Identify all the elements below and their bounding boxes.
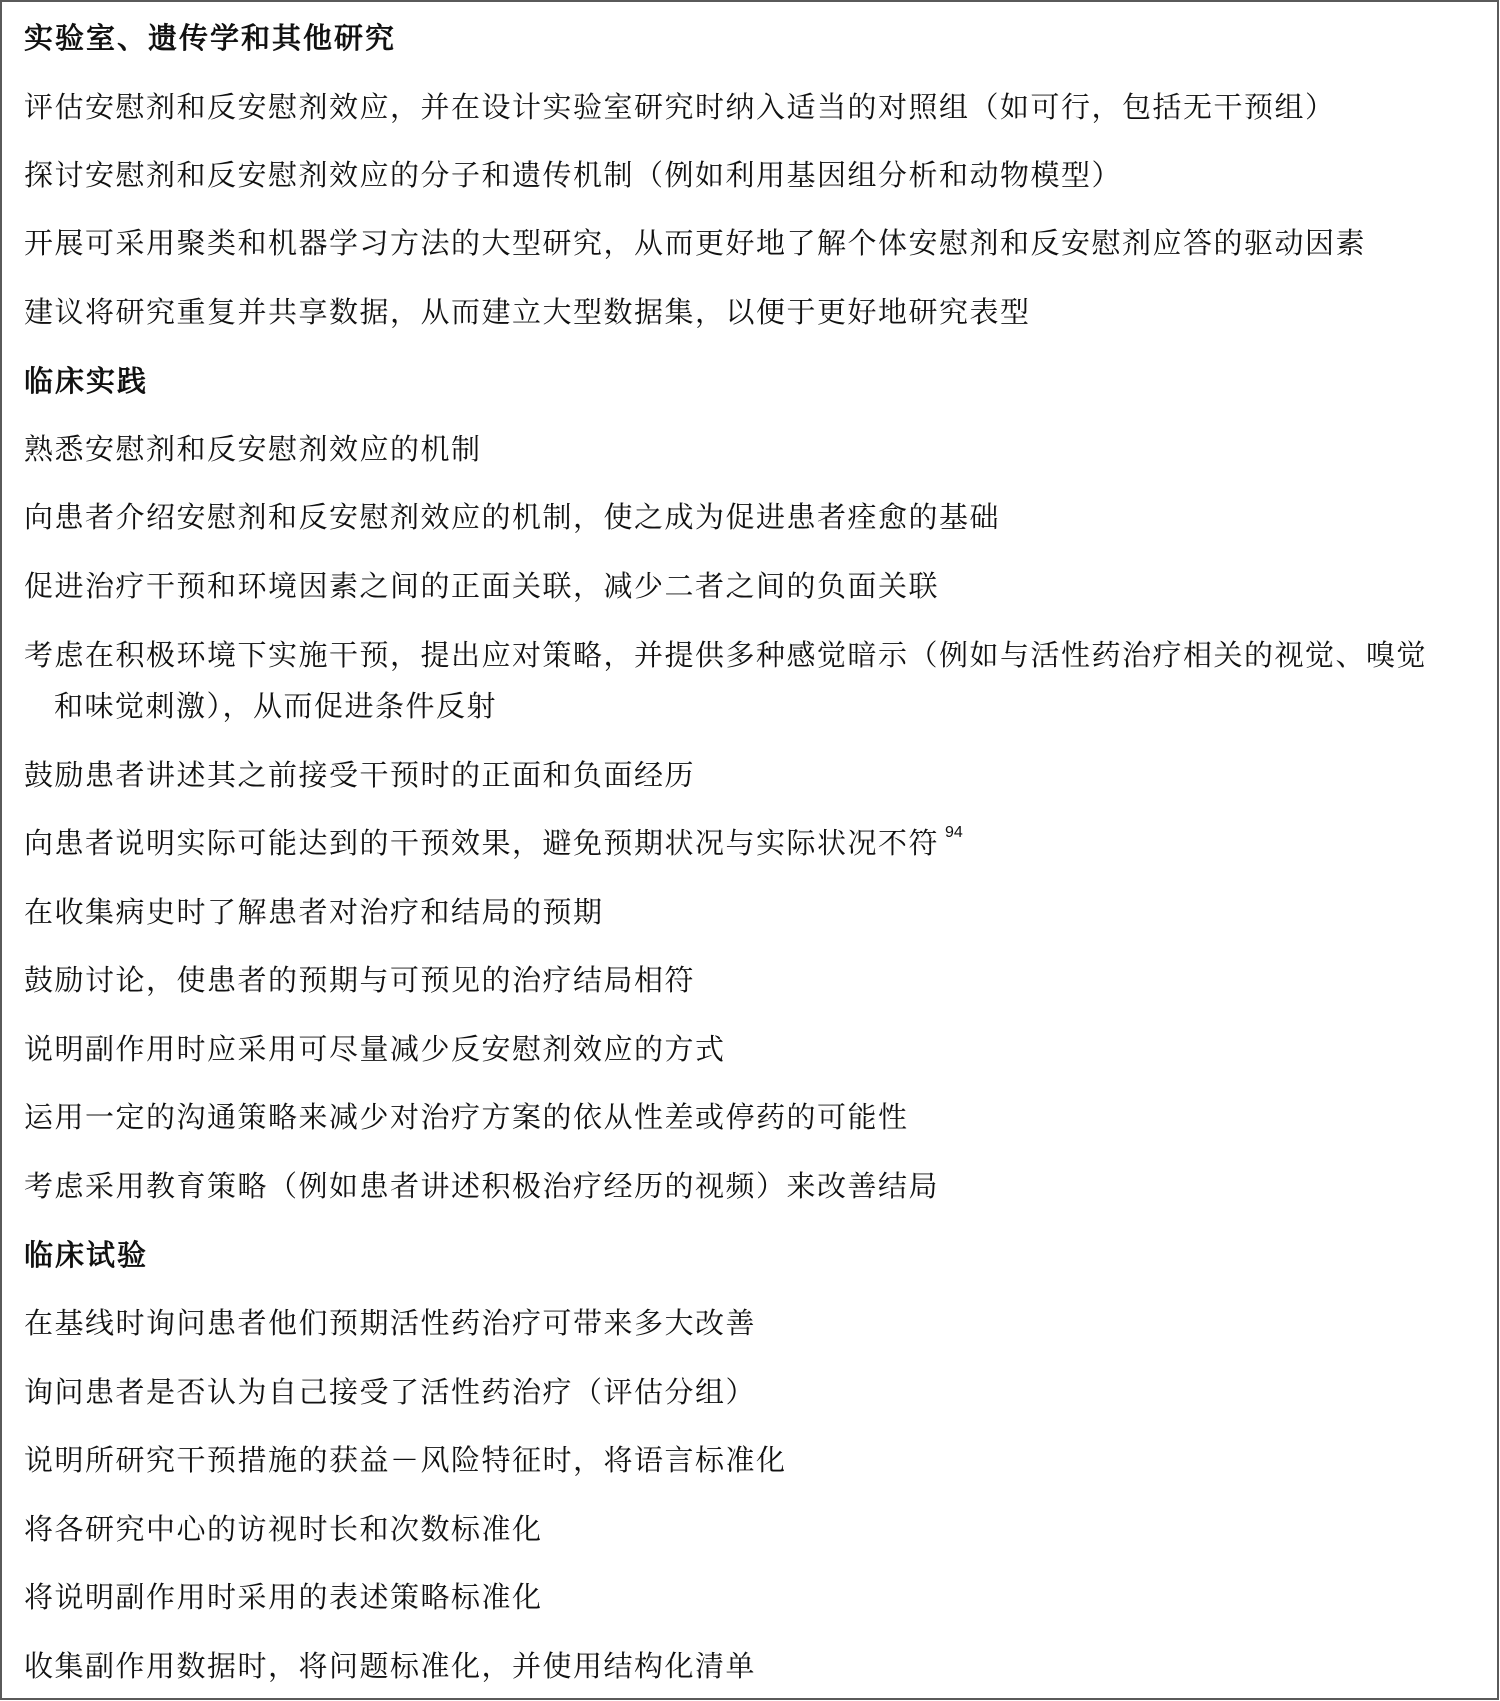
list-item: 鼓励患者讲述其之前接受干预时的正面和负面经历 bbox=[24, 758, 696, 792]
list-item: 向患者介绍安慰剂和反安慰剂效应的机制，使之成为促进患者痊愈的基础 bbox=[24, 500, 1001, 534]
list-item: 熟悉安慰剂和反安慰剂效应的机制 bbox=[24, 432, 482, 466]
list-item: 建议将研究重复并共享数据，从而建立大型数据集，以便于更好地研究表型 bbox=[24, 295, 1031, 329]
list-item: 将各研究中心的访视时长和次数标准化 bbox=[24, 1512, 543, 1546]
list-item-continuation: 和味觉刺激），从而促进条件反射 bbox=[54, 689, 498, 723]
section-heading-clinical-practice: 临床实践 bbox=[24, 364, 149, 398]
list-item: 促进治疗干预和环境因素之间的正面关联，减少二者之间的负面关联 bbox=[24, 569, 940, 603]
list-item: 开展可采用聚类和机器学习方法的大型研究，从而更好地了解个体安慰剂和反安慰剂应答的驱动因素 bbox=[24, 226, 1367, 260]
list-item: 将说明副作用时采用的表述策略标准化 bbox=[24, 1580, 543, 1614]
list-item: 在收集病史时了解患者对治疗和结局的预期 bbox=[24, 895, 604, 929]
list-item: 收集副作用数据时，将问题标准化，并使用结构化清单 bbox=[24, 1649, 757, 1683]
list-item: 鼓励讨论，使患者的预期与可预见的治疗结局相符 bbox=[24, 963, 696, 997]
list-item-text: 向患者说明实际可能达到的干预效果，避免预期状况与实际状况不符 bbox=[24, 826, 940, 860]
list-item: 考虑在积极环境下实施干预，提出应对策略，并提供多种感觉暗示（例如与活性药治疗相关的视觉、嗅觉 bbox=[24, 638, 1428, 672]
list-item: 运用一定的沟通策略来减少对治疗方案的依从性差或停药的可能性 bbox=[24, 1100, 909, 1134]
list-item: 考虑采用教育策略（例如患者讲述积极治疗经历的视频）来改善结局 bbox=[24, 1169, 940, 1203]
list-item: 说明副作用时应采用可尽量减少反安慰剂效应的方式 bbox=[24, 1032, 726, 1066]
list-item bbox=[24, 824, 963, 862]
list-item: 说明所研究干预措施的获益－风险特征时，将语言标准化 bbox=[24, 1443, 787, 1477]
reference-number: 94 bbox=[945, 824, 963, 841]
list-item: 探讨安慰剂和反安慰剂效应的分子和遗传机制（例如利用基因组分析和动物模型） bbox=[24, 158, 1123, 192]
list-item: 询问患者是否认为自己接受了活性药治疗（评估分组） bbox=[24, 1375, 757, 1409]
section-heading-lab: 实验室、遗传学和其他研究 bbox=[24, 21, 397, 55]
list-item: 评估安慰剂和反安慰剂效应，并在设计实验室研究时纳入适当的对照组（如可行，包括无干预组） bbox=[24, 90, 1336, 124]
section-heading-clinical-trials: 临床试验 bbox=[24, 1238, 149, 1272]
list-item: 在基线时询问患者他们预期活性药治疗可带来多大改善 bbox=[24, 1306, 757, 1340]
